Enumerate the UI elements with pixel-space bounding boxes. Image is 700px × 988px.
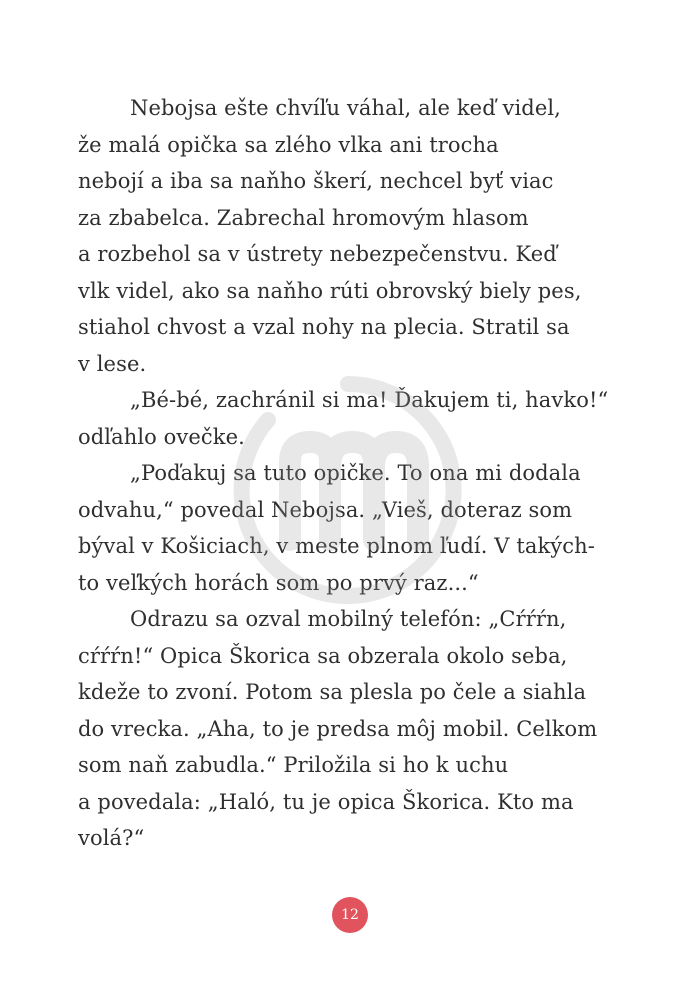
- text-line: a povedala: „Haló, tu je opica Škorica. Kto ma: [78, 789, 574, 814]
- text-line: kdeže to zvoní. Potom sa plesla po čele a siahla: [78, 680, 587, 704]
- text-line: „Bé-bé, zachránil si ma! Ďakujem ti, havko!“: [130, 388, 609, 412]
- text-line: Nebojsa ešte chvíľu váhal, ale keď videl,: [130, 96, 561, 120]
- text-line: cŕŕŕn!“ Opica Škorica sa obzerala okolo seba,: [78, 643, 568, 668]
- text-line: som naň zabudla.“ Priložila si ho k uchu: [78, 753, 509, 777]
- text-line: volá?“: [78, 826, 145, 850]
- text-line: býval v Košiciach, v meste plnom ľudí. V takých-: [78, 534, 595, 558]
- text-line: „Poďakuj sa tuto opičke. To ona mi dodala: [130, 461, 581, 485]
- text-line: do vrecka. „Aha, to je predsa môj mobil. Celkom: [78, 716, 598, 741]
- text-line: Odrazu sa ozval mobilný telefón: „Cŕŕŕn,: [130, 607, 567, 631]
- page-number-badge: [332, 897, 368, 933]
- text-line: odvahu,“ povedal Nebojsa. „Vieš, doteraz som: [78, 497, 573, 522]
- text-line: odľahlo ovečke.: [78, 424, 245, 449]
- text-line: to veľkých horách som po prvý raz...“: [78, 570, 479, 595]
- text-line: a rozbehol sa v ústrety nebezpečenstvu. Keď: [78, 242, 557, 266]
- text-line: stiahol chvost a vzal nohy na plecia. Stratil sa: [78, 315, 570, 339]
- text-line: že malá opička sa zlého vlka ani trocha: [78, 132, 499, 157]
- story-text: [78, 90, 638, 857]
- text-line: v lese.: [78, 351, 147, 376]
- text-line: nebojí a iba sa naňho škerí, nechcel byť viac: [78, 169, 554, 193]
- text-line: vlk videl, ako sa naňho rúti obrovský biely pes,: [78, 278, 582, 303]
- text-line: za zbabelca. Zabrechal hromovým hlasom: [78, 205, 529, 230]
- page-number: 12: [341, 907, 359, 923]
